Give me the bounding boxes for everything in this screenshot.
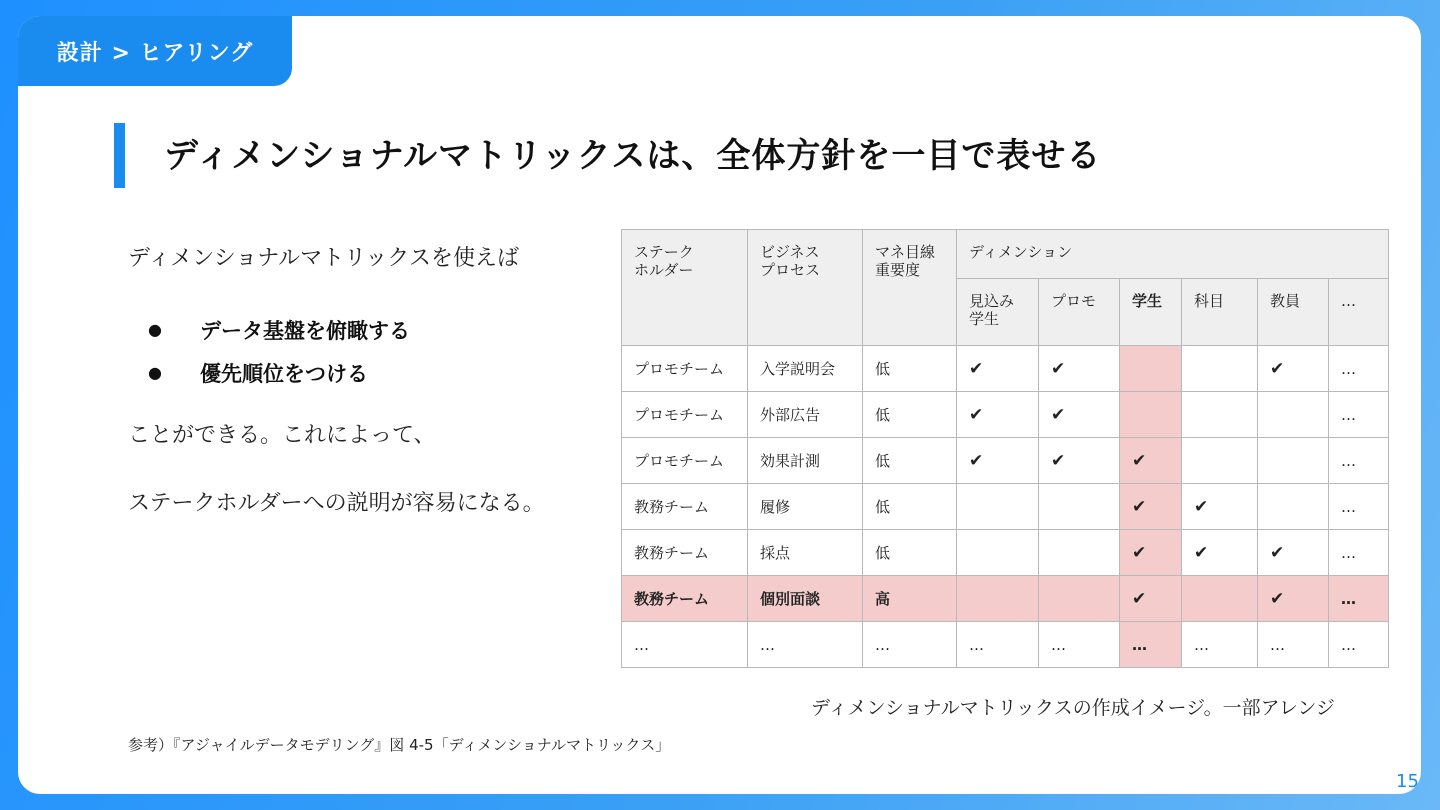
table-cell: … — [1329, 484, 1389, 530]
table-cell: 採点 — [748, 530, 863, 576]
table-row — [622, 622, 1389, 668]
table-cell — [1258, 392, 1329, 438]
table-row — [622, 530, 1389, 576]
table-cell — [957, 576, 1039, 622]
table-cell: … — [622, 622, 748, 668]
slide — [18, 16, 1421, 794]
table-cell: 教務チーム — [622, 576, 748, 622]
table-cell: … — [1329, 622, 1389, 668]
matrix-body — [622, 346, 1389, 668]
header-dim-prospect: 見込み 学生 — [957, 279, 1039, 346]
table-cell: ✔ — [1258, 576, 1329, 622]
table-caption: ディメンショナルマトリックスの作成イメージ。一部アレンジ — [811, 697, 1335, 719]
table-cell: 低 — [863, 530, 957, 576]
header-row-1 — [622, 230, 1389, 279]
table-cell: … — [1329, 438, 1389, 484]
table-cell: ✔ — [1120, 530, 1182, 576]
table-cell: … — [748, 622, 863, 668]
table-cell: … — [1039, 622, 1120, 668]
table-cell — [1120, 346, 1182, 392]
table-cell: ✔ — [1039, 346, 1120, 392]
header-dim-subject: 科目 — [1182, 279, 1258, 346]
bullet-marker: ● — [148, 363, 162, 382]
table-cell — [1039, 530, 1120, 576]
table-cell: ✔ — [957, 392, 1039, 438]
table-cell: 外部広告 — [748, 392, 863, 438]
table-cell: 低 — [863, 438, 957, 484]
table-cell: プロモチーム — [622, 438, 748, 484]
table-cell: … — [1329, 392, 1389, 438]
table-cell: 高 — [863, 576, 957, 622]
bullet-label: 優先順位をつける — [200, 361, 368, 386]
header-dim-student: 学生 — [1120, 279, 1182, 346]
after-text-1: ことができる。これによって、 — [128, 423, 436, 448]
table-cell — [1258, 484, 1329, 530]
table-cell: 効果計測 — [748, 438, 863, 484]
header-dim-teacher: 教員 — [1258, 279, 1329, 346]
table-cell: … — [863, 622, 957, 668]
table-cell: ✔ — [957, 438, 1039, 484]
header-importance: マネ目線 重要度 — [863, 230, 957, 346]
section-tag: 設計 > ヒアリング — [18, 16, 292, 86]
table-cell — [957, 484, 1039, 530]
table-cell: ✔ — [1182, 484, 1258, 530]
title-accent-bar — [114, 123, 125, 188]
table-cell: プロモチーム — [622, 346, 748, 392]
table-cell: プロモチーム — [622, 392, 748, 438]
table-cell: ✔ — [1120, 576, 1182, 622]
table-row — [622, 438, 1389, 484]
table-cell — [957, 530, 1039, 576]
table-cell: ✔ — [1258, 530, 1329, 576]
header-dim-promo: プロモ — [1039, 279, 1120, 346]
table-cell: 個別面談 — [748, 576, 863, 622]
table-cell: 教務チーム — [622, 530, 748, 576]
table-cell: ✔ — [1120, 484, 1182, 530]
table-row — [622, 346, 1389, 392]
header-process: ビジネス プロセス — [748, 230, 863, 346]
table-row — [622, 392, 1389, 438]
table-cell: … — [957, 622, 1039, 668]
table-cell: … — [1182, 622, 1258, 668]
table-cell: ✔ — [1039, 438, 1120, 484]
reference-note: 参考）『アジャイルデータモデリング』図 4-5「ディメンショナルマトリックス」 — [128, 736, 671, 754]
table-cell — [1182, 576, 1258, 622]
table-cell — [1182, 346, 1258, 392]
table-cell: 低 — [863, 484, 957, 530]
table-cell: 低 — [863, 392, 957, 438]
bullet-item — [148, 308, 410, 351]
table-cell: … — [1329, 346, 1389, 392]
table-cell — [1120, 392, 1182, 438]
slide-title: ディメンショナルマトリックスは、全体方針を一目で表せる — [164, 136, 1102, 176]
table-cell: ✔ — [1039, 392, 1120, 438]
table-cell: ✔ — [1120, 438, 1182, 484]
bullet-item — [148, 351, 410, 394]
table-cell — [1182, 392, 1258, 438]
table-row — [622, 484, 1389, 530]
bullet-label: データ基盤を俯瞰する — [200, 318, 410, 343]
header-stakeholder: ステーク ホルダー — [622, 230, 748, 346]
table-cell: … — [1329, 576, 1389, 622]
table-row-highlighted — [622, 576, 1389, 622]
table-cell — [1039, 576, 1120, 622]
intro-text: ディメンショナルマトリックスを使えば — [128, 246, 520, 271]
table-cell: … — [1258, 622, 1329, 668]
bullet-marker: ● — [148, 320, 162, 339]
table-cell: 入学説明会 — [748, 346, 863, 392]
table-cell: 履修 — [748, 484, 863, 530]
table-cell — [1182, 438, 1258, 484]
table-cell: 低 — [863, 346, 957, 392]
header-dim-more: … — [1329, 279, 1389, 346]
table-cell: ✔ — [957, 346, 1039, 392]
table-cell: ✔ — [1258, 346, 1329, 392]
page-number: 15 — [1396, 771, 1419, 792]
table-cell — [1039, 484, 1120, 530]
table-cell: … — [1329, 530, 1389, 576]
dimensional-matrix-table — [621, 229, 1389, 668]
table-cell — [1258, 438, 1329, 484]
after-text-2: ステークホルダーへの説明が容易になる。 — [128, 491, 545, 516]
bullet-list — [148, 308, 410, 394]
header-dimension: ディメンション — [957, 230, 1389, 279]
table-cell: … — [1120, 622, 1182, 668]
table-cell: ✔ — [1182, 530, 1258, 576]
table-cell: 教務チーム — [622, 484, 748, 530]
